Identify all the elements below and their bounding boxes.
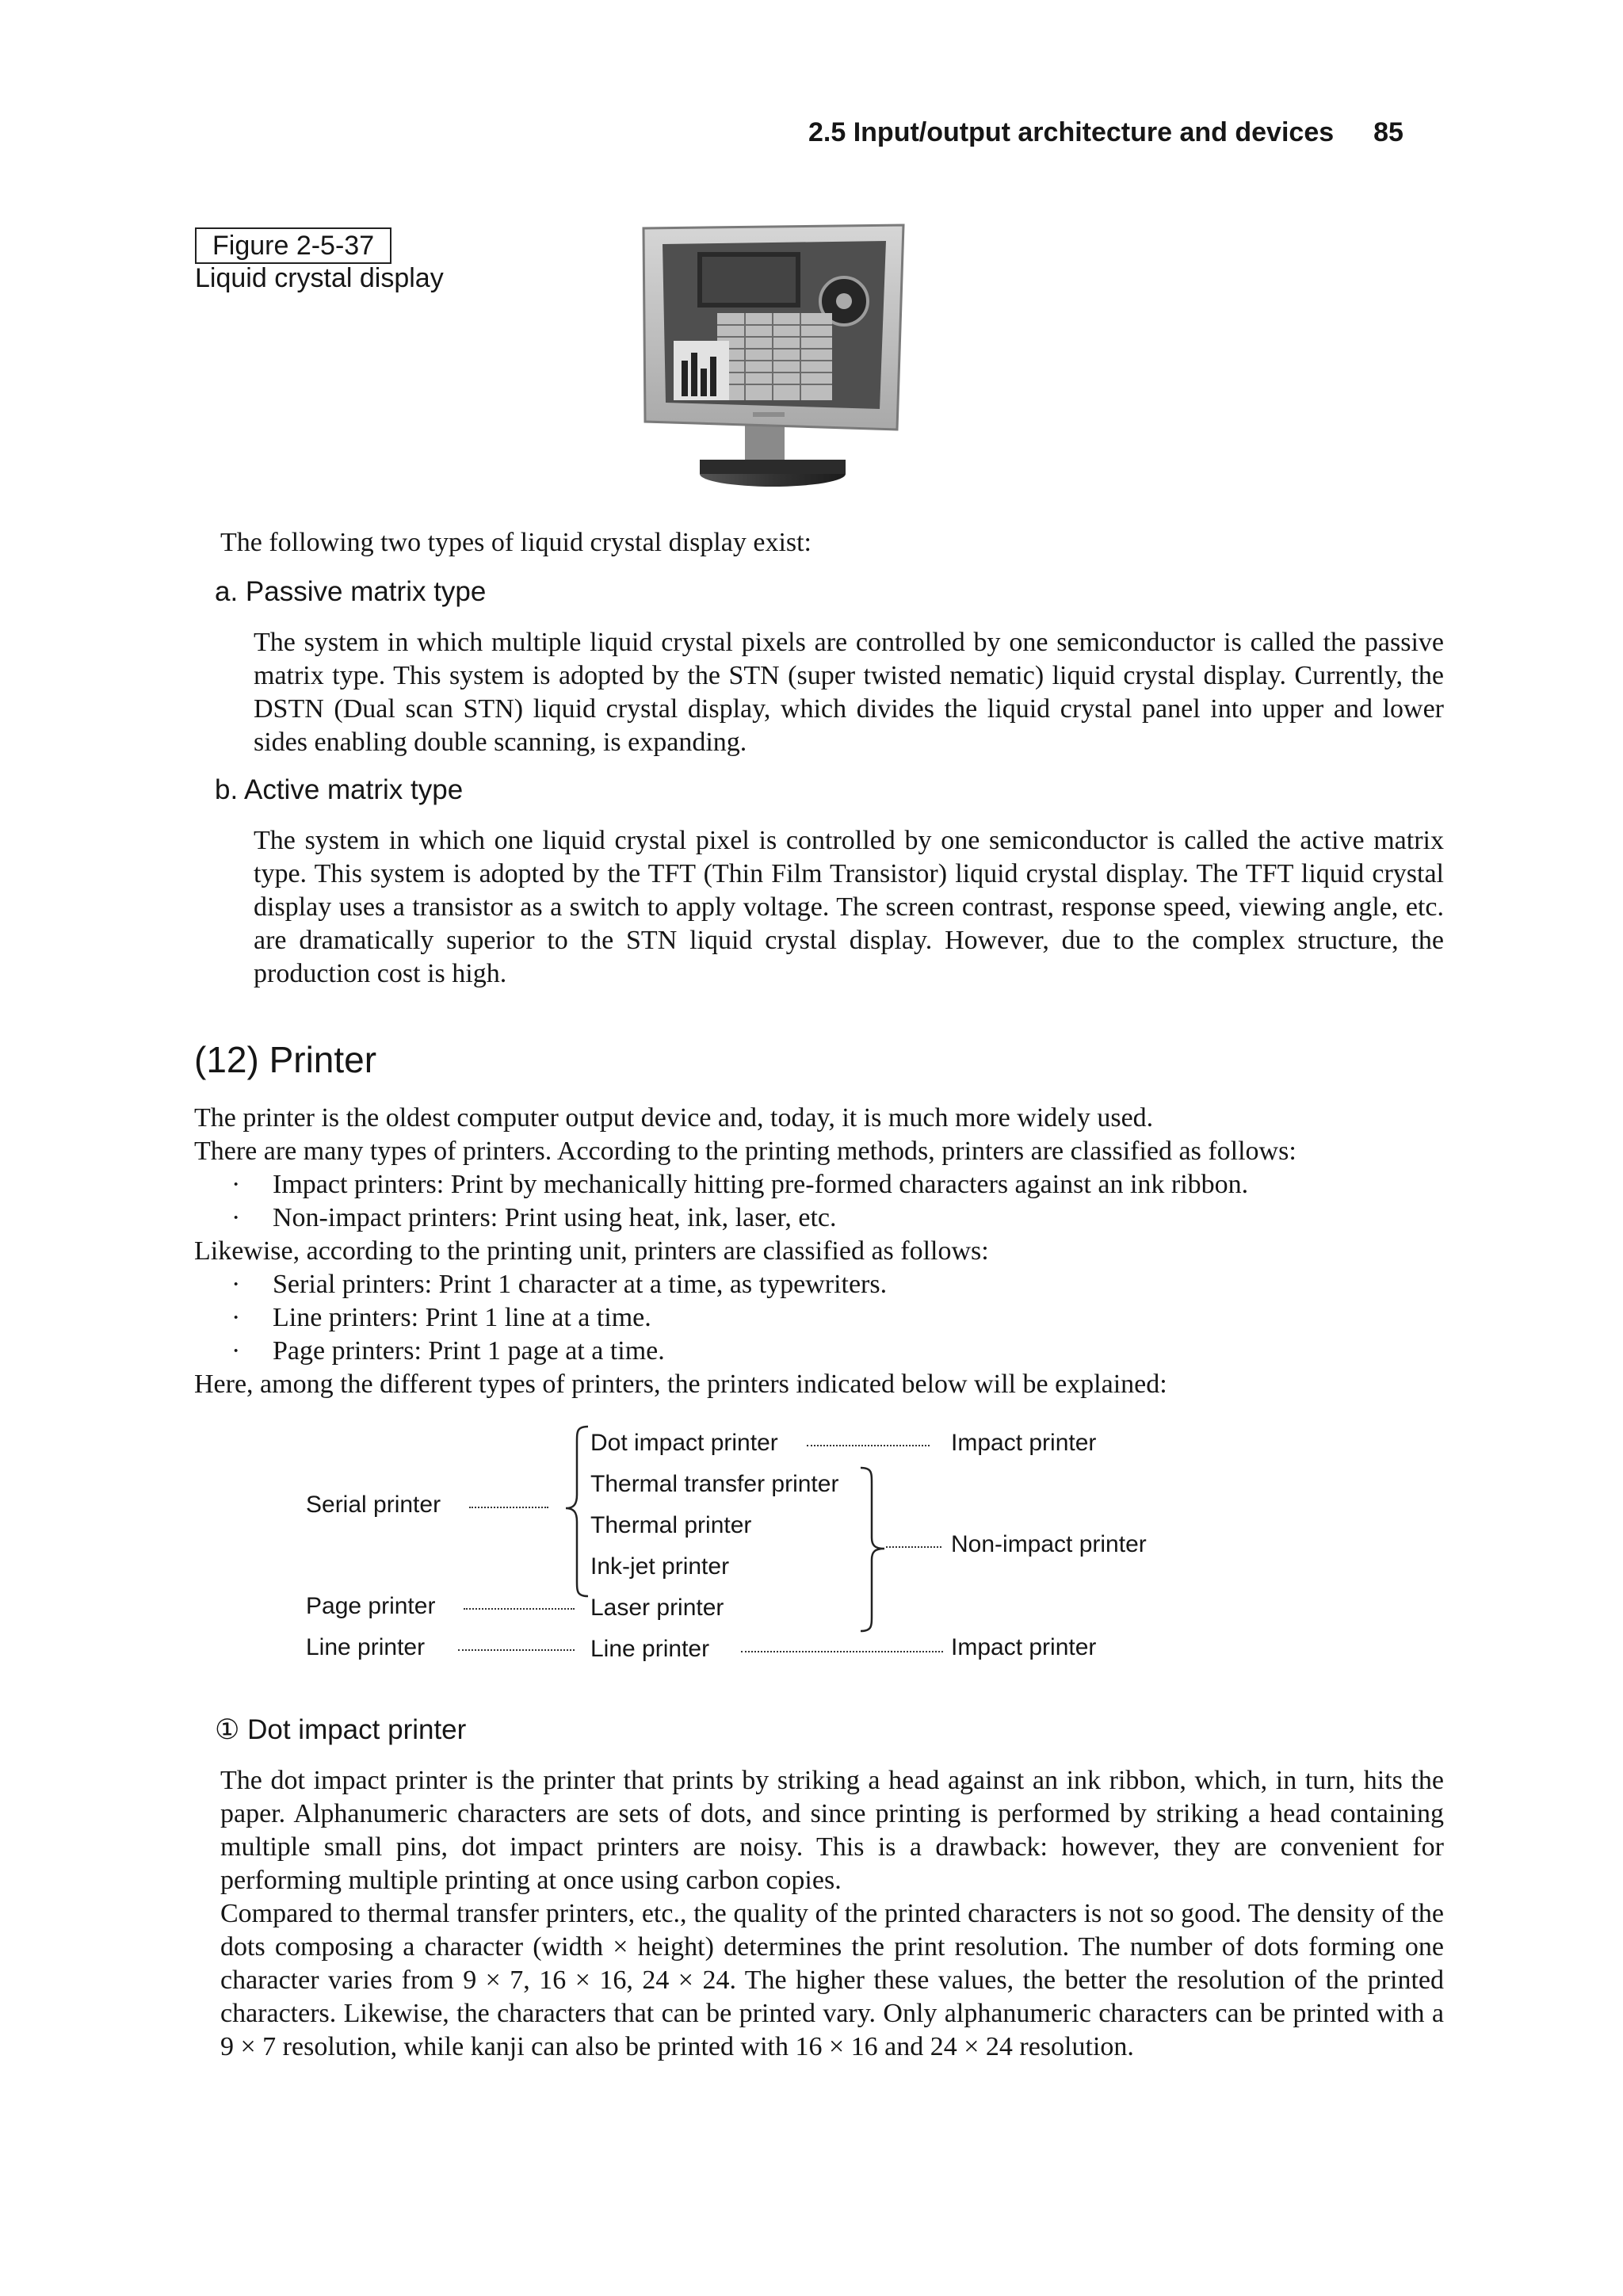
dot-impact-paragraph-2: Compared to thermal transfer printers, etc., the quality of the printed characters is not so good. The density of the dots composing a character (width × height) determines the print resolution. The number of dots forming one character varies from 9 × 7, 16 × 16, 24 × 24. The higher these values, the better the resolution of the printed characters. Likewise, the characters that can be printed vary. Only alphanumeric characters can be printed with a 9 × 7 resolution, while kanji can also be printed with 16 × 16 and 24 × 24 resolution. [220,1899,1444,2061]
diagram-impact-bottom: Impact printer [951,1634,1097,1660]
dot-impact-paragraph-1: The dot impact printer is the printer that prints by striking a head against an ink ribbon, which, in turn, hits the paper. Alphanumeric characters are sets of dots, and since printing is performed by striking a head containing multiple small pins, dot impact printers are noisy. This is a drawback: however, they are convenient for performing multiple printing at once using carbon copies. [220,1766,1444,1895]
diagram-laser: Laser printer [590,1595,724,1621]
bullet-serial [231,1268,887,1301]
figure-caption: Liquid crystal display [195,263,444,293]
bullet-glyph: · [231,1170,241,1199]
lcd-monitor-image [634,222,919,495]
diagram-page-printer: Page printer [306,1593,436,1619]
bullet-text: Non-impact printers: Print using heat, ink, laser, etc. [273,1203,837,1232]
printer-line-2: There are many types of printers. According to the printing methods, printers are classified as follows: [194,1137,1296,1166]
bullet-text: Page printers: Print 1 page at a time. [273,1336,665,1366]
bullet-text: Serial printers: Print 1 character at a time, as typewriters. [273,1270,888,1299]
diagram-thermal-transfer: Thermal transfer printer [590,1471,839,1497]
diagram-ink-jet: Ink-jet printer [590,1553,730,1580]
passive-matrix-text: The system in which multiple liquid crystal pixels are controlled by one semiconductor is called the passive matrix type. This system is adopted by the STN (super twisted nematic) liquid crystal display. Currently, the DSTN (Dual scan STN) liquid crystal display, which divides the liquid crystal panel into upper and lower sides enabling double scanning, is expanding. [254,628,1444,757]
section-title: 2.5 Input/output architecture and devices [808,117,1335,147]
diagram-line-printer-mid: Line printer [590,1636,710,1662]
printer-section-heading: (12) Printer [194,1039,377,1080]
active-matrix-heading: b. Active matrix type [215,774,464,805]
bullet-glyph: · [231,1270,241,1299]
left-brace [563,1425,594,1599]
diagram-non-impact: Non-impact printer [951,1531,1147,1557]
printer-line-1: The printer is the oldest computer output device and, today, it is much more widely used. [194,1103,1154,1133]
passive-matrix-heading: a. Passive matrix type [215,576,487,607]
bullet-impact [231,1168,1248,1201]
leader-non-impact [886,1546,941,1548]
printer-line-3: Likewise, according to the printing unit, printers are classified as follows: [194,1236,989,1266]
leader-line-left [458,1649,575,1651]
page-number: 85 [1373,117,1403,147]
leader-line-mid [741,1651,943,1652]
bullet-glyph: · [231,1336,241,1366]
bullet-text: Line printers: Print 1 line at a time. [273,1303,651,1332]
diagram-serial-printer: Serial printer [306,1492,441,1518]
bullet-glyph: · [231,1303,241,1332]
diagram-impact-top: Impact printer [951,1430,1097,1456]
leader-page [464,1608,575,1610]
printer-line-4: Here, among the different types of printers, the printers indicated below will be explained: [194,1370,1167,1399]
leader-dot-impact [807,1445,930,1446]
right-brace [857,1466,889,1633]
lcd-intro: The following two types of liquid crystal display exist: [220,528,812,557]
bullet-text: Impact printers: Print by mechanically hitting pre-formed characters against an ink ribbon. [273,1170,1249,1199]
figure-label: Figure 2-5-37 [195,227,391,264]
dot-impact-heading: ① Dot impact printer [215,1714,467,1745]
diagram-line-printer-left: Line printer [306,1634,426,1660]
running-head [808,117,1403,148]
printer-classification-diagram [293,1411,1205,1696]
bullet-page [231,1335,665,1368]
diagram-thermal: Thermal printer [590,1512,752,1538]
active-matrix-text: The system in which one liquid crystal pixel is controlled by one semiconductor is called the active matrix type. This system is adopted by the TFT (Thin Film Transistor) liquid crystal display. The TFT liquid crystal display uses a transistor as a switch to apply voltage. The screen contrast, response speed, viewing angle, etc. are dramatically superior to the STN liquid crystal display. However, due to the complex structure, the production cost is high. [254,826,1444,988]
bullet-line [231,1301,651,1335]
leader-serial [469,1507,548,1508]
diagram-dot-impact: Dot impact printer [590,1430,778,1456]
bullet-glyph: · [231,1203,241,1232]
bullet-non-impact [231,1201,837,1235]
